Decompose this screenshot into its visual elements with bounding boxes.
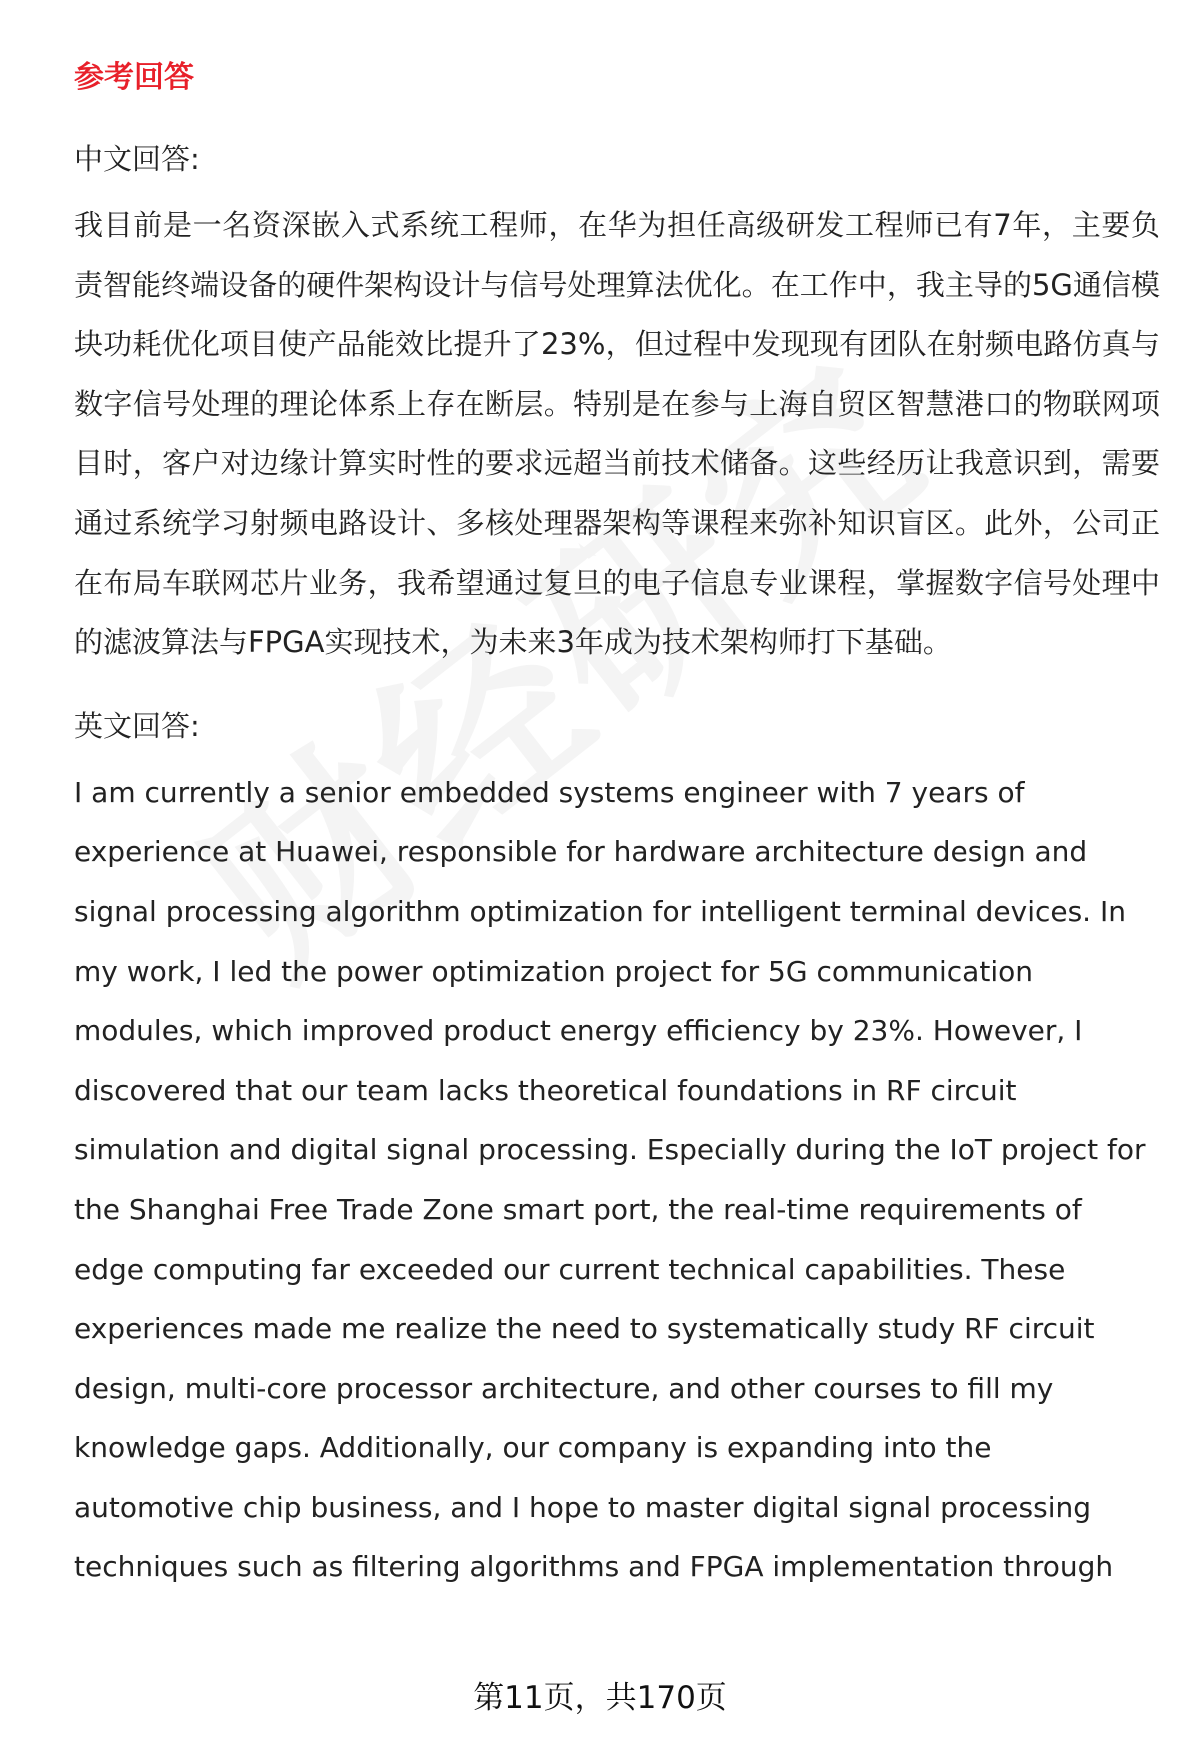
english-answer-paragraph: I am currently a senior embedded systems engineer with 7 years of experience at Huawei, responsible for hardware architecture design and signal processing algorithm optimization for intelligent terminal devices. In my work, I led the power optimization project for 5G communication modules, which improved product energy efficiency by 23%. However, I discovered that our team lacks theoretical foundations in RF circuit simulation and digital signal processing. Especially during the IoT project for the Shanghai Free Trade Zone smart port, the real-time requirements of edge computing far exceeded our current technical capabilities. These experiences made me realize the need to systematically study RF circuit design, multi-core processor architecture, and other courses to fill my knowledge gaps. Additionally, our company is expanding into the automotive chip business, and I hope to master digital signal processing techniques such as filtering algorithms and FPGA implementation through <box>74 775 1146 1584</box>
answer-content <box>74 138 1160 1597</box>
english-answer-label: 英文回答: <box>74 708 200 743</box>
section-heading: 参考回答 <box>74 60 194 95</box>
section-spacer <box>74 673 1160 705</box>
chinese-answer-paragraph: 我目前是一名资深嵌入式系统工程师，在华为担任高级研发工程师已有7年，主要负责智能终端设备的硬件架构设计与信号处理算法优化。在工作中，我主导的5G通信模块功耗优化项目使产品能效比提升了23%，但过程中发现现有团队在射频电路仿真与数字信号处理的理论体系上存在断层。特别是在参与上海自贸区智慧港口的物联网项目时，客户对边缘计算实时性的要求远超当前技术储备。这些经历让我意识到，需要通过系统学习射频电路设计、多核处理器架构等课程来弥补知识盲区。此外，公司正在布局车联网芯片业务，我希望通过复旦的电子信息专业课程，掌握数字信号处理中的滤波算法与FPGA实现技术，为未来3年成为技术架构师打下基础。 <box>74 208 1160 660</box>
chinese-answer-label: 中文回答: <box>74 142 200 176</box>
page-number: 第11页，共170页 <box>473 1680 727 1716</box>
